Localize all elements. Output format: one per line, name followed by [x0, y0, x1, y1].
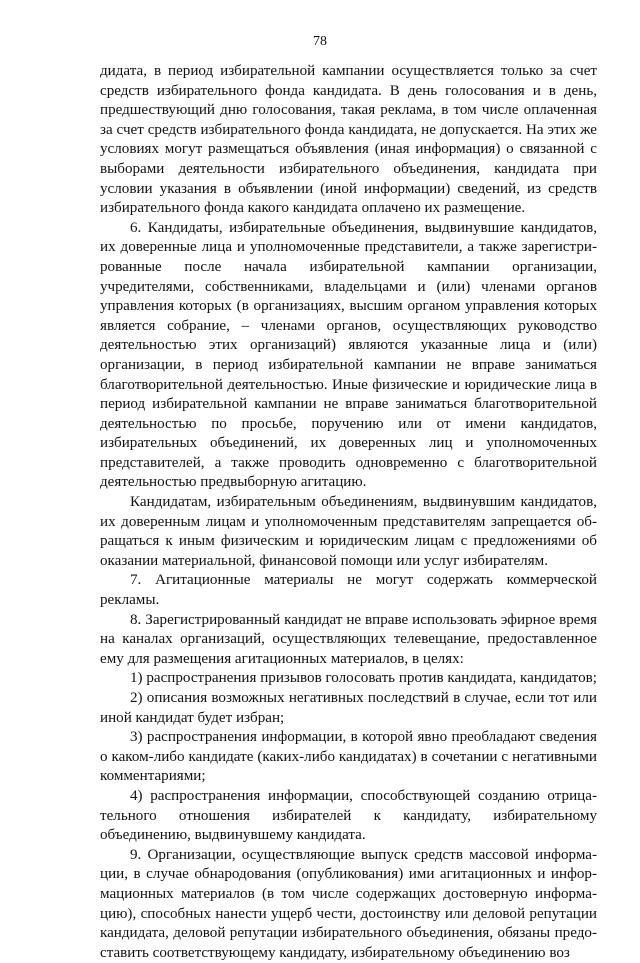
list-item-8-4: 4) распространения информации, способствующей созданию отрицательного отношения избирателей к кандидату, избирательному объединению, выдвинувшему кандидата. — [100, 787, 597, 844]
list-item-8-1: 1) распространения призывов голосовать против кандидата, кандидатов; — [130, 670, 597, 687]
paragraph-item-8: 8. Зарегистрированный кандидат не вправе использовать эфирное время на каналах организаций, осуществляющих телевещание, предоставленное ему для размещения агитационных материалов, в целях: — [100, 611, 597, 667]
page-body — [100, 62, 597, 963]
page-number: 78 — [313, 34, 327, 49]
paragraph-item-6-continued: Кандидатам, избирательным объединениям, выдвинувшим кандидатов, их доверенным лицам и уполномоченным представителям запрещается обращаться к иным физическим и юридическим лицам с предложениями об оказании материальной, финансовой помощи или услуг избирателям. — [100, 494, 597, 569]
paragraph-continuation: дидата, в период избирательной кампании осуществляется только за счет средств избирательного фонда кандидата. В день голосования и в день, предшествующий дню голосования, такая реклама, в том числе оплаченная за счет средств избирательного фонда кандидата, не допускается. На этих же условиях могут размещаться объявления (иная информация) о связанной с выборами деятельности избирательного объединения, кандидата при условии указания в объявлении (иной информации) сведений, из средств избирательного фонда какого кандидата оплачено их размещение. — [100, 63, 597, 217]
paragraph-item-9: 9. Организации, осуществляющие выпуск средств массовой информации, в случае обнародования (опубликования) ими агитационных и информационных материалов (в том числе содержащих достоверную информацию), способных нанести ущерб чести, достоинству или деловой репутации кандидата, деловой репутации избирательного объединения, обязаны предоставить соответствующему кандидату, избирательному объединению воз — [100, 846, 597, 961]
paragraph-item-6: 6. Кандидаты, избирательные объединения, выдвинувшие кандидатов, их доверенные лица и уполномоченные представители, а также зарегистрированные после начала избирательной кампании организации, учредителями, собственниками, владельцами и (или) членами органов управления которых (в организациях, высшим органом управления которых является собрание, – членами органов, осуществляющих руководство деятельностью этих организаций) являются указанные лица и (или) организации, в период избирательной кампании не вправе заниматься благотворительной деятельностью. Иные физические и юридические лица в период избирательной кампании не вправе заниматься благотворительной деятельностью по просьбе, поручению или от имени кандидатов, избирательных объединений, их доверенных лиц и уполномоченных представителей, а также проводить одновременно с благотворительной деятельностью предвыборную агитацию. — [100, 219, 597, 491]
paragraph-item-7: 7. Агитационные материалы не могут содержать коммерческой рекламы. — [100, 572, 597, 609]
list-item-8-2: 2) описания возможных негативных последствий в случае, если тот или иной кандидат будет избран; — [100, 690, 597, 726]
list-item-8-3: 3) распространения информации, в которой явно преобладают сведения о каком-либо кандидате (каких-либо кандидатах) в сочетании с негативными комментариями; — [100, 729, 597, 785]
